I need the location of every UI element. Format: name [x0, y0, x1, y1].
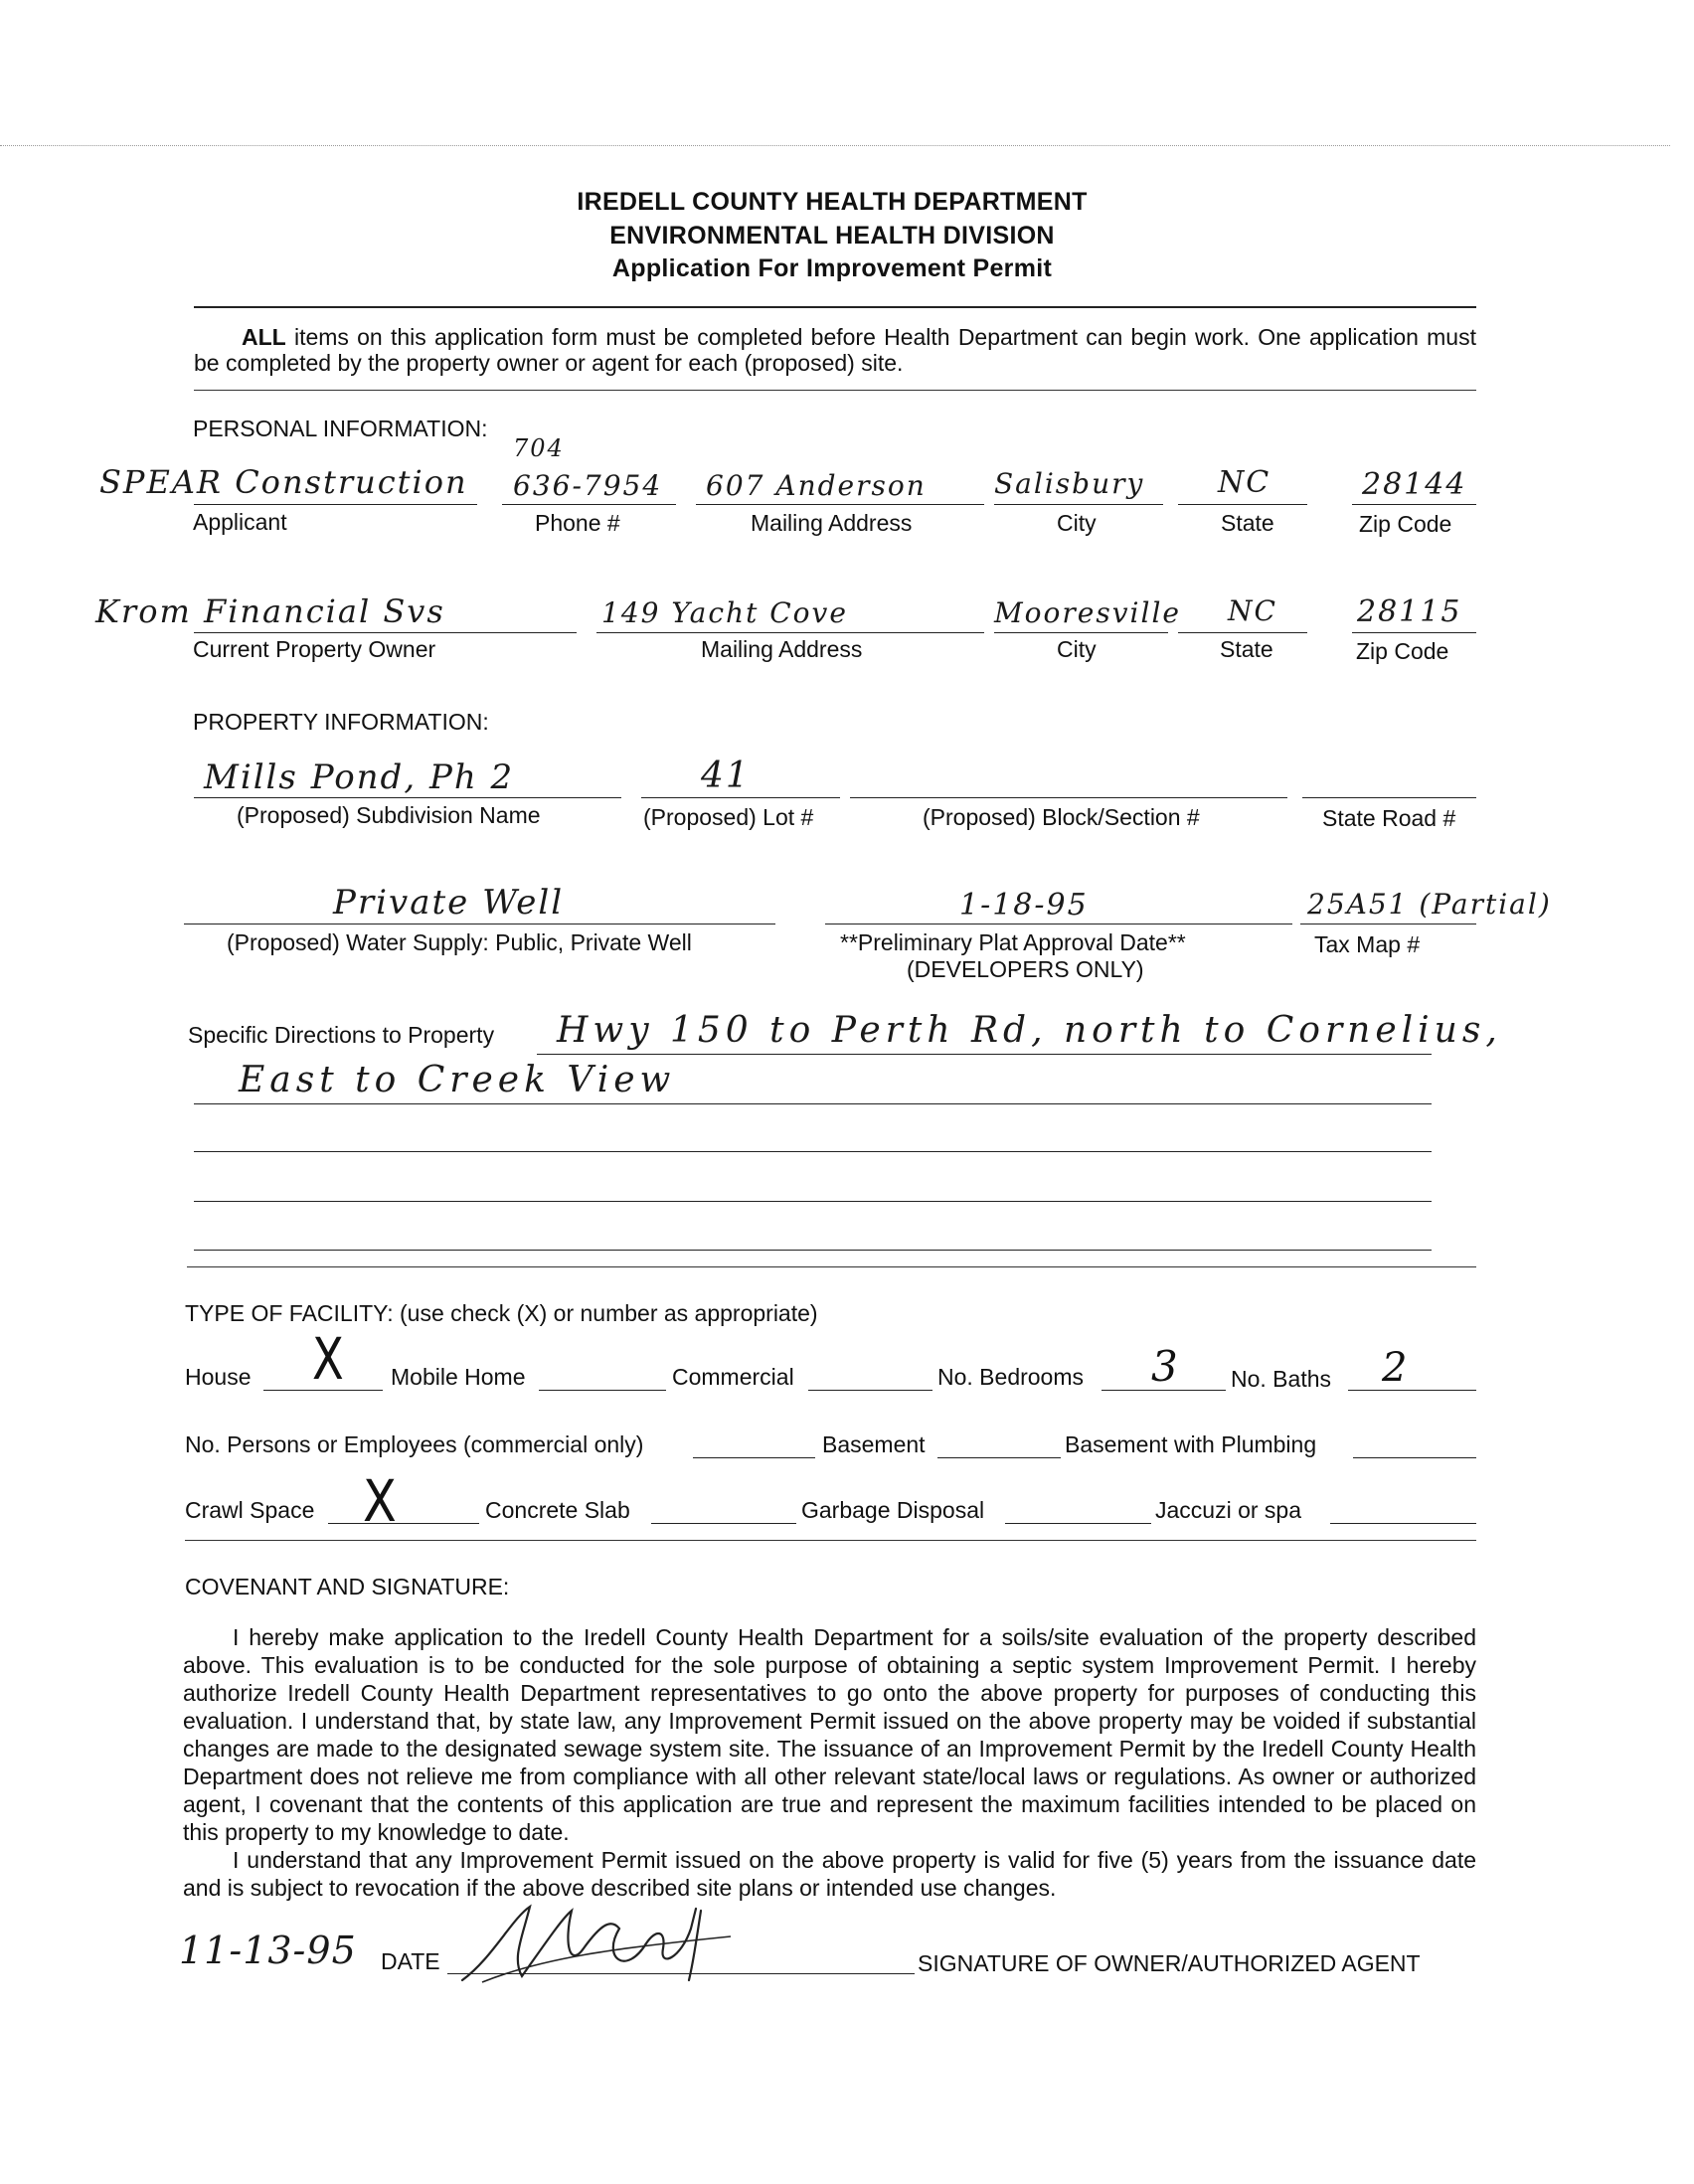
persons-line: [693, 1457, 815, 1458]
applicant-address-value: 607 Anderson: [706, 469, 927, 502]
scan-edge-line: [0, 145, 1670, 146]
phone-label: Phone #: [535, 510, 620, 536]
basement-plumbing-label: Basement with Plumbing: [1065, 1431, 1317, 1457]
owner-label: Current Property Owner: [193, 636, 436, 662]
applicant-area-code: 704: [513, 434, 565, 462]
directions-line2-value: East to Creek View: [239, 1060, 676, 1100]
form-title: Application For Improvement Permit: [611, 254, 1053, 282]
property-info-heading: PROPERTY INFORMATION:: [193, 709, 489, 735]
applicant-name-line: [194, 504, 477, 505]
crawl-space-check-mark: X: [362, 1467, 397, 1535]
commercial-line: [808, 1390, 932, 1391]
owner-state-line: [1178, 632, 1307, 633]
property-bottom-rule: [187, 1266, 1476, 1267]
subdivision-label: (Proposed) Subdivision Name: [237, 802, 541, 828]
water-supply-label: (Proposed) Water Supply: Public, Private Well: [227, 929, 692, 955]
block-line: [850, 797, 1287, 798]
baths-value: 2: [1382, 1345, 1408, 1391]
garbage-disposal-label: Garbage Disposal: [801, 1497, 985, 1523]
header-rule: [194, 306, 1476, 308]
intro-rule: [194, 390, 1476, 391]
intro-rest: items on this application form must be completed before Health Department can begin work. One application must be completed by the property owner or agent for each (proposed) site.: [194, 324, 1476, 376]
department-title: IREDELL COUNTY HEALTH DEPARTMENT: [577, 188, 1088, 216]
applicant-city-line: [994, 504, 1163, 505]
owner-name-value: Krom Financial Svs: [95, 592, 445, 630]
applicant-address-line: [696, 504, 984, 505]
city-label: City: [1057, 510, 1097, 536]
owner-city-value: Mooresville: [994, 596, 1181, 629]
concrete-slab-label: Concrete Slab: [485, 1497, 630, 1523]
jacuzzi-label: Jaccuzi or spa: [1155, 1497, 1302, 1523]
signature-label: SIGNATURE OF OWNER/AUTHORIZED AGENT: [918, 1950, 1421, 1976]
block-label: (Proposed) Block/Section #: [923, 804, 1200, 830]
persons-label: No. Persons or Employees (commercial only): [185, 1431, 644, 1457]
directions-line-5: [194, 1250, 1432, 1251]
baths-line: [1348, 1390, 1476, 1391]
owner-state-label: State: [1220, 636, 1273, 662]
road-label: State Road #: [1322, 805, 1456, 831]
lot-line: [641, 797, 840, 798]
bedrooms-value: 3: [1151, 1342, 1178, 1391]
owner-zip-line: [1352, 632, 1476, 633]
date-label: DATE: [381, 1948, 440, 1974]
plat-date-value: 1-18-95: [959, 888, 1089, 923]
applicant-state-value: NC: [1218, 465, 1271, 500]
bedrooms-label: No. Bedrooms: [937, 1364, 1085, 1390]
zip-label: Zip Code: [1359, 511, 1452, 537]
mobile-home-line: [539, 1390, 666, 1391]
commercial-label: Commercial: [672, 1364, 794, 1390]
directions-line-4: [194, 1201, 1432, 1202]
owner-state-value: NC: [1228, 594, 1277, 627]
subdivision-value: Mills Pond, Ph 2: [204, 757, 515, 797]
directions-line-2: [194, 1103, 1432, 1104]
covenant-paragraph-1: I hereby make application to the Iredell County Health Department for a soils/site evaluation of the property described above. This evaluation is to be conducted for the sole purpose of obtaining a septic system Improvement Permit. I hereby authorize Iredell County Health Department representatives to go onto the above property for purposes of conducting this evaluation. I understand that, by state law, any Improvement Permit issued on the above property may be voided if substantial changes are made to the designated sewage system site. The issuance of an Improvement Permit by the Iredell County Health Department does not relieve me from compliance with all other relevant state/local laws or regulations. As owner or authorized agent, I covenant that the contents of this application are true and represent the maximum facilities intended to be placed on this property to my knowledge to date.: [183, 1624, 1476, 1845]
plat-approval-sublabel: (DEVELOPERS ONLY): [907, 956, 1144, 982]
owner-address-value: 149 Yacht Cove: [601, 596, 848, 629]
concrete-slab-line: [651, 1523, 796, 1524]
tax-map-label: Tax Map #: [1314, 931, 1421, 957]
owner-name-line: [194, 632, 577, 633]
basement-label: Basement: [822, 1431, 926, 1457]
crawl-space-label: Crawl Space: [185, 1497, 315, 1523]
owner-city-label: City: [1057, 636, 1097, 662]
plat-approval-label: **Preliminary Plat Approval Date**: [840, 929, 1186, 955]
signed-date-value: 11-13-95: [179, 1929, 357, 1972]
owner-zip-value: 28115: [1357, 594, 1462, 629]
garbage-disposal-line: [1005, 1523, 1151, 1524]
applicant-name-value: SPEAR Construction: [99, 463, 468, 501]
facility-heading: TYPE OF FACILITY: (use check (X) or number as appropriate): [185, 1300, 818, 1326]
lot-value: 41: [701, 756, 751, 796]
crawl-space-line: [328, 1523, 479, 1524]
applicant-zip-value: 28144: [1362, 467, 1467, 502]
house-label: House: [185, 1364, 252, 1390]
covenant-paragraph-2: I understand that any Improvement Permit issued on the above property is valid for five (5) years from the issuance date and is subject to revocation if the above described site plans or intended use changes.: [183, 1847, 1476, 1901]
division-title: ENVIRONMENTAL HEALTH DIVISION: [609, 222, 1055, 250]
covenant-heading: COVENANT AND SIGNATURE:: [185, 1574, 510, 1599]
baths-label: No. Baths: [1231, 1366, 1331, 1392]
basement-plumbing-line: [1353, 1457, 1476, 1458]
directions-label: Specific Directions to Property: [188, 1022, 495, 1048]
lot-label: (Proposed) Lot #: [643, 804, 814, 830]
directions-line-3: [194, 1151, 1432, 1152]
applicant-label: Applicant: [193, 509, 287, 535]
mobile-home-label: Mobile Home: [391, 1364, 526, 1390]
owner-city-line: [994, 632, 1168, 633]
applicant-city-value: Salisbury: [994, 467, 1145, 500]
intro-bold: ALL: [242, 324, 286, 350]
mailing-address-label: Mailing Address: [751, 510, 913, 536]
water-supply-value: Private Well: [333, 883, 565, 923]
road-line: [1302, 797, 1476, 798]
state-label: State: [1221, 510, 1274, 536]
directions-line1-value: Hwy 150 to Perth Rd, north to Cornelius,: [557, 1010, 1502, 1051]
owner-mailing-label: Mailing Address: [701, 636, 863, 662]
applicant-phone-line: [502, 504, 676, 505]
jacuzzi-line: [1330, 1523, 1476, 1524]
directions-line-1: [537, 1054, 1432, 1055]
applicant-phone-value: 636-7954: [513, 469, 663, 502]
owner-zip-label: Zip Code: [1356, 638, 1449, 664]
applicant-state-line: [1178, 504, 1307, 505]
subdivision-line: [194, 797, 621, 798]
personal-info-heading: PERSONAL INFORMATION:: [193, 416, 488, 441]
applicant-zip-line: [1352, 504, 1476, 505]
facility-bottom-rule: [185, 1540, 1476, 1541]
handwritten-signature: [452, 1889, 751, 1988]
basement-line: [937, 1457, 1061, 1458]
intro-text: [194, 324, 1476, 376]
owner-address-line: [596, 632, 984, 633]
house-check-mark: X: [311, 1325, 344, 1393]
tax-map-value: 25A51 (Partial): [1307, 888, 1552, 921]
